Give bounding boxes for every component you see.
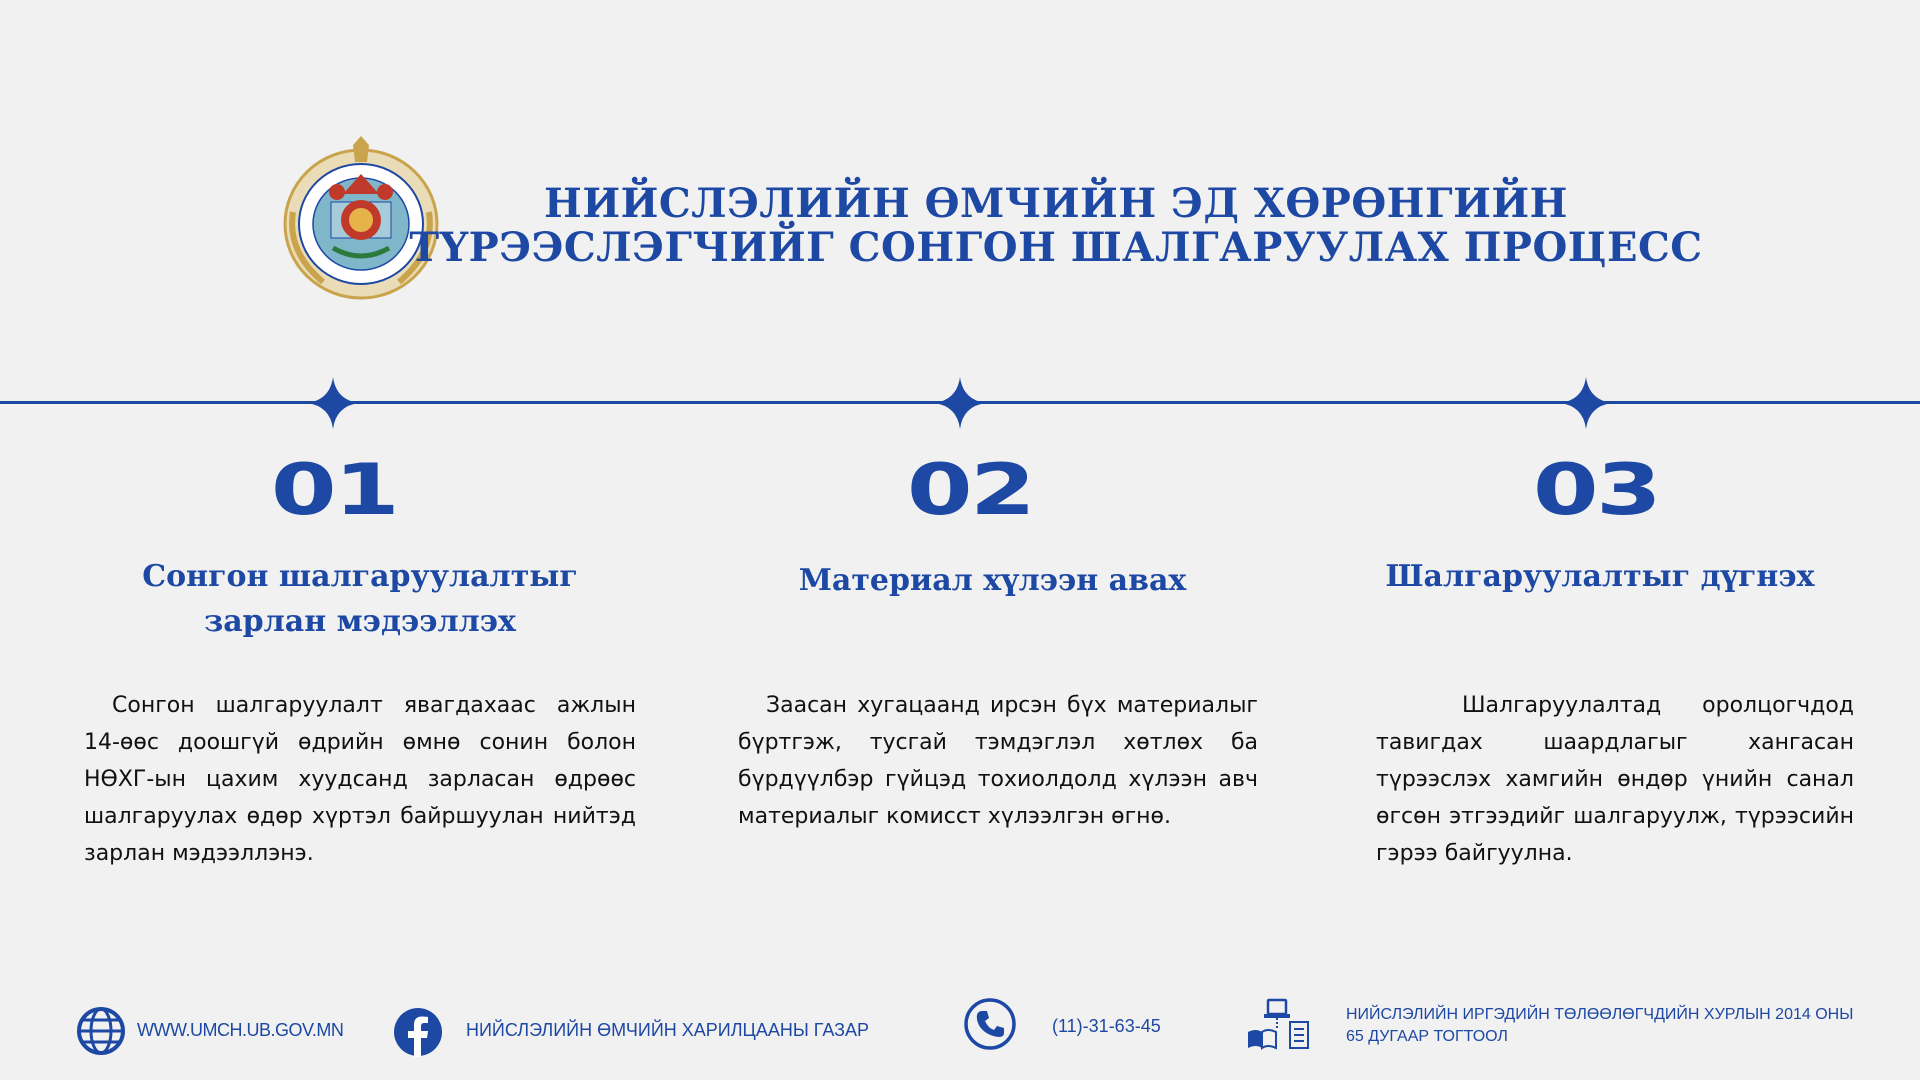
page-title-line2: ТҮРЭЭСЛЭГЧИЙГ СОНГОН ШАЛГАРУУЛАХ ПРОЦЕСС — [409, 224, 1703, 271]
globe-icon — [76, 1006, 126, 1056]
step-1-title: Сонгон шалгаруулалтыг зарлан мэдээллэх — [142, 559, 578, 639]
timeline-star-icon — [1560, 377, 1612, 429]
step-2-title: Материал хүлээн авах — [798, 563, 1187, 598]
website-link[interactable]: WWW.UMCH.UB.GOV.MN — [137, 1020, 344, 1040]
step-2-number: 02 — [906, 449, 1034, 531]
resolution-line1: НИЙСЛЭЛИЙН ИРГЭДИЙН ТӨЛӨӨЛӨГЧДИЙН ХУРЛЫН 2014 ОНЫ — [1346, 1006, 1854, 1023]
facebook-icon — [393, 1007, 443, 1057]
step-3-description: Шалгаруулалтад оролцогчдод тавигдах шаардлагыг хангасан түрээслэх хамгийн өндөр үнийн санал өгсөн этгээдийг шалгаруулж, түрээсийн гэрээ байгуулна. — [1376, 693, 1854, 866]
timeline-star-icon — [307, 377, 359, 429]
page-title-line1: НИЙСЛЭЛИЙН ӨМЧИЙН ЭД ХӨРӨНГИЙН — [544, 180, 1568, 227]
phone-icon — [963, 997, 1017, 1051]
step-3-number: 03 — [1532, 449, 1660, 531]
resolution-text — [1346, 1004, 1853, 1048]
step-1-description: Сонгон шалгаруулалт явагдахаас ажлын 14-өөс доошгүй өдрийн өмнө сонин болон НӨХГ-ын цахим хуудсанд зарласан өдрөөс шалгаруулах өдөр хүртэл байршуулан нийтэд зарлан мэдээллэнэ. — [84, 693, 636, 866]
phone-number[interactable]: (11)-31-63-45 — [1052, 1016, 1161, 1036]
step-3-title: Шалгаруулалтыг дүгнэх — [1385, 559, 1815, 594]
step-1-number: 01 — [270, 449, 398, 531]
resolution-line2: 65 ДУГААР ТОГТООЛ — [1346, 1028, 1508, 1045]
step-2-description: Заасан хугацаанд ирсэн бүх материалыг бүртгэж, тусгай тэмдэглэл хөтлөх ба бүрдүүлбэр гүйцэд тохиолдолд хүлээн авч материалыг комисст хүлээлгэн өгнө. — [738, 693, 1258, 829]
document-book-icon — [1246, 998, 1312, 1052]
page-title — [400, 182, 1712, 270]
facebook-link[interactable]: НИЙСЛЭЛИЙН ӨМЧИЙН ХАРИЛЦААНЫ ГАЗАР — [466, 1020, 870, 1040]
timeline-star-icon — [934, 377, 986, 429]
